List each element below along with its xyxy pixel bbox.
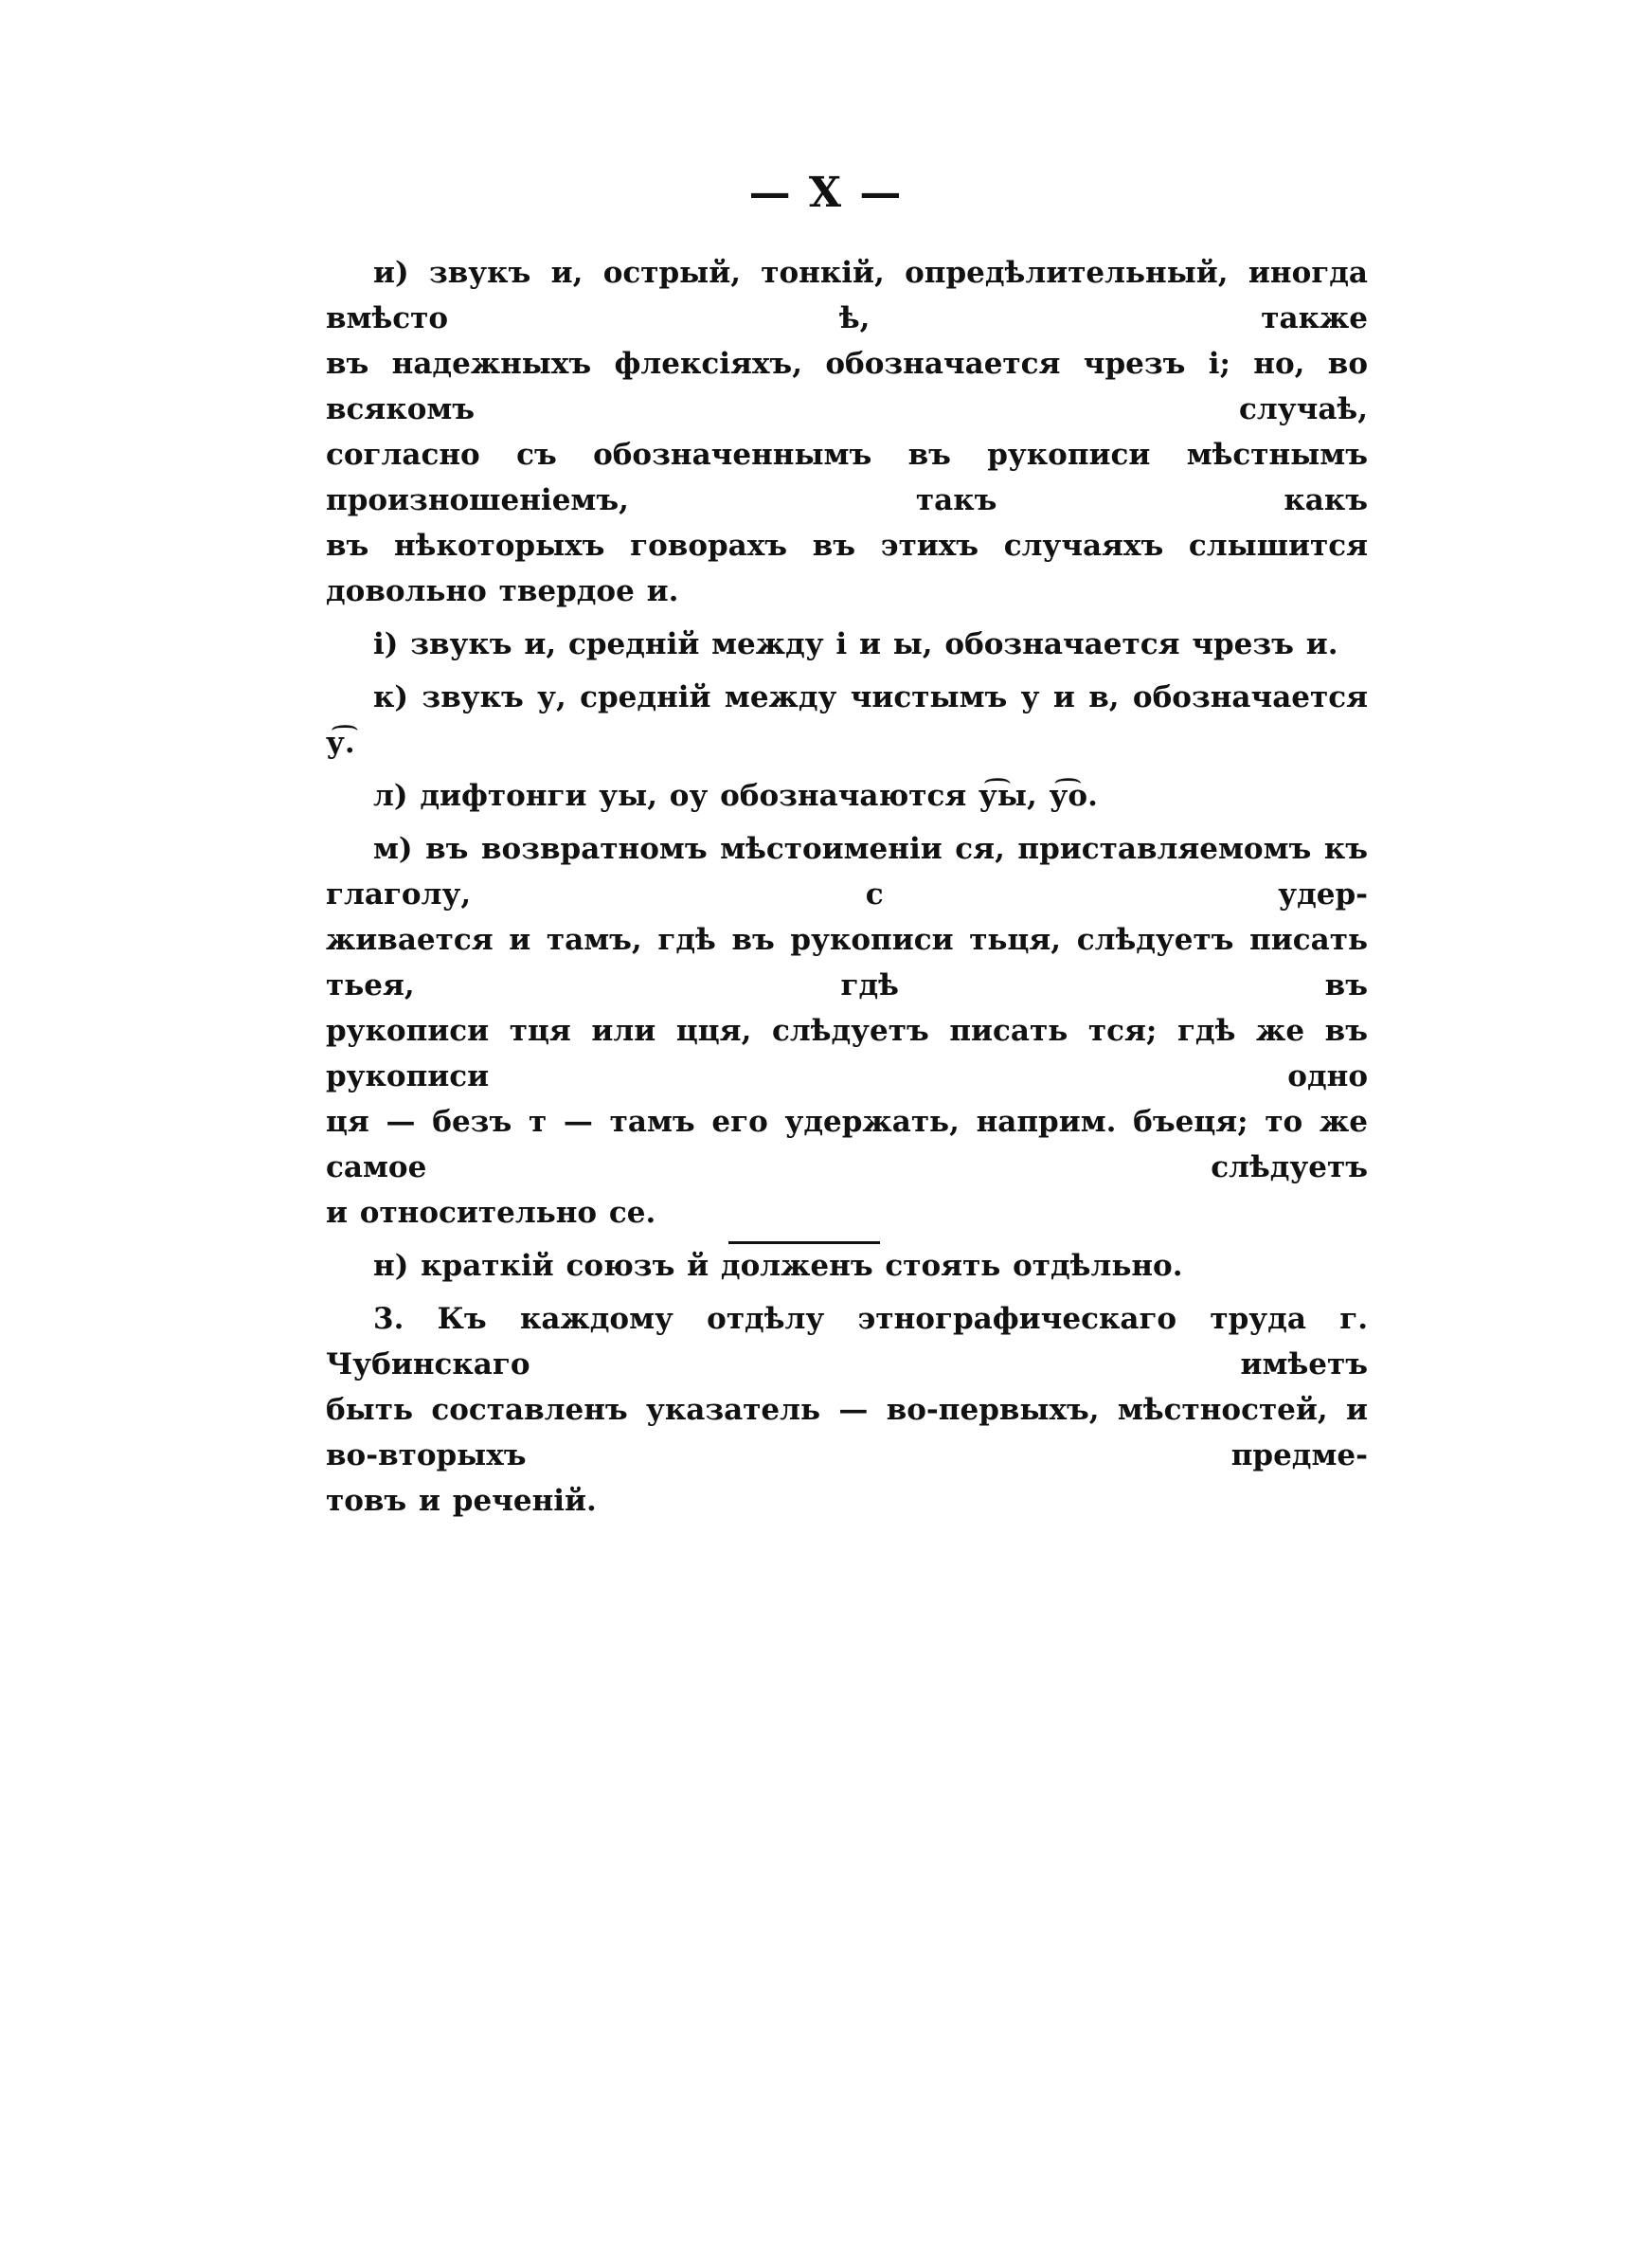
- text-line: л) дифтонги уы, оу обозначаются у͡ы, у͡о.: [373, 779, 1098, 813]
- paragraph-l: [326, 773, 1368, 819]
- text-line: рукописи тця или цця, слѣдуетъ писать тся; гдѣ же въ рукописи одно: [326, 1014, 1368, 1093]
- text-line: і) звукъ и, средній между і и ы, обозначается чрезъ и.: [373, 627, 1338, 661]
- text-line: быть составленъ указатель — во-первыхъ, мѣстностей, и во-вторыхъ предме-: [326, 1393, 1368, 1472]
- paragraph-n: [326, 1243, 1368, 1289]
- paragraph-m: [326, 826, 1368, 1236]
- text-line: 3. Къ каждому отдѣлу этнографическаго труда г. Чубинскаго имѣетъ: [326, 1302, 1368, 1381]
- page-number: — X —: [748, 169, 904, 217]
- paragraph-k: [326, 675, 1368, 766]
- text-line: и) звукъ и, острый, тонкій, опредѣлительный, иногда вмѣсто ѣ, также: [326, 256, 1368, 335]
- text-line: товъ и реченій.: [326, 1484, 597, 1518]
- paragraph-3: [326, 1296, 1368, 1524]
- paragraph-i-decimal: [326, 250, 1368, 614]
- section-divider: [728, 1241, 880, 1244]
- text-line: живается и тамъ, гдѣ въ рукописи тьця, слѣдуетъ писать тьея, гдѣ въ: [326, 923, 1368, 1002]
- text-line: и относительно се.: [326, 1196, 656, 1230]
- text-line: к) звукъ у, средній между чистымъ у и в, обозначается у͡.: [326, 680, 1368, 760]
- text-line: согласно съ обозначеннымъ въ рукописи мѣстнымъ произношеніемъ, такъ какъ: [326, 438, 1368, 517]
- text-line: ця — безъ т — тамъ его удержать, наприм. бъеця; то же самое слѣдуетъ: [326, 1105, 1368, 1184]
- text-line: н) краткій союзъ й долженъ стоять отдѣльно.: [373, 1249, 1183, 1283]
- paragraph-i-latin: [326, 622, 1368, 667]
- text-line: м) въ возвратномъ мѣстоименіи ся, приставляемомъ къ глаголу, с удер-: [326, 832, 1368, 912]
- body-text: [326, 250, 1368, 1531]
- text-line: въ нѣкоторыхъ говорахъ въ этихъ случаяхъ слышится довольно твердое и.: [326, 529, 1368, 608]
- text-line: въ надежныхъ флексіяхъ, обозначается чрезъ і; но, во всякомъ случаѣ,: [326, 347, 1368, 426]
